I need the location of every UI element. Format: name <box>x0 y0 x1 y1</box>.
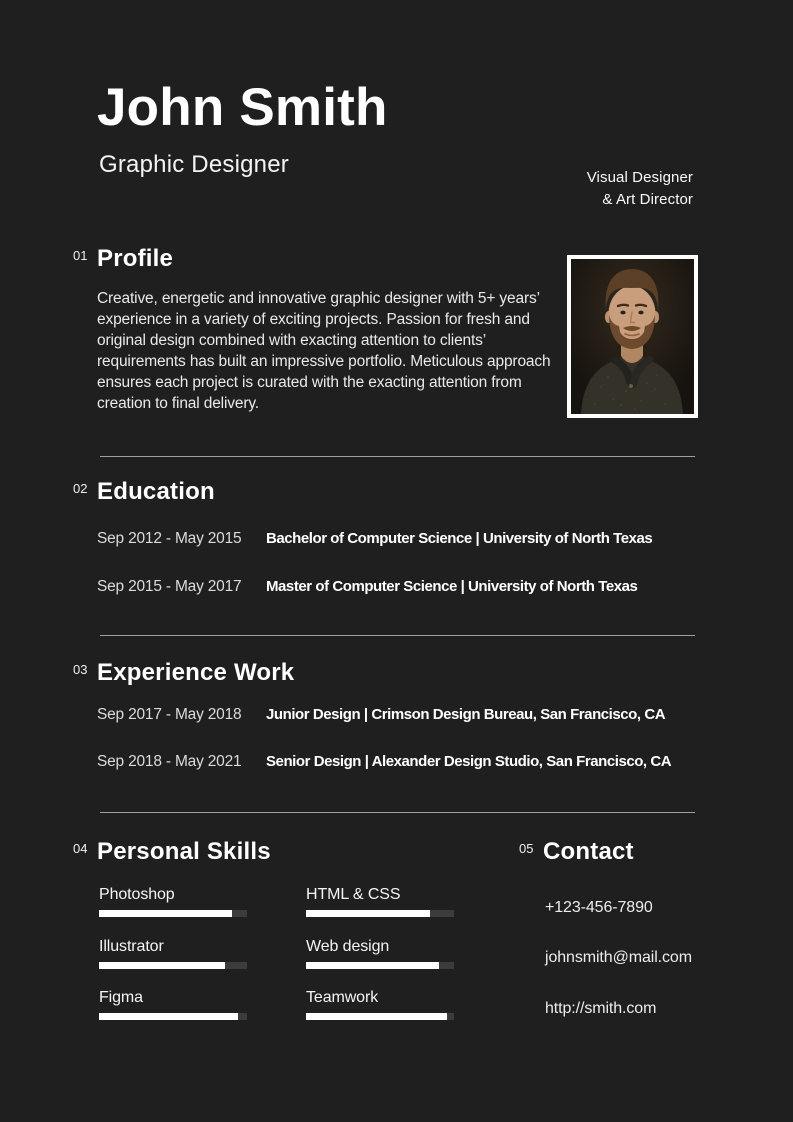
section-title-skills: Personal Skills <box>97 838 271 865</box>
section-number-skills: 04 <box>73 841 88 856</box>
experience-row <box>97 706 665 724</box>
skill-progress-bar <box>306 1013 454 1020</box>
job-title: Graphic Designer <box>99 151 289 178</box>
skill-label: Figma <box>99 989 143 1006</box>
education-row <box>97 578 637 596</box>
skill-progress-fill <box>99 962 225 969</box>
portrait-illustration <box>571 259 694 414</box>
education-degree: Master of Computer Science | University of North Texas <box>266 578 638 595</box>
skill-progress-bar <box>99 1013 247 1020</box>
section-heading-skills <box>73 839 271 865</box>
section-number-education: 02 <box>73 481 88 496</box>
skill-label: Photoshop <box>99 886 175 903</box>
skill-item-illustrator <box>99 938 247 969</box>
skill-item-teamwork <box>306 989 454 1020</box>
section-heading-contact <box>519 839 634 865</box>
section-heading-experience <box>73 660 294 686</box>
skill-progress-bar <box>306 910 454 917</box>
section-divider <box>100 456 695 457</box>
profile-summary-text: Creative, energetic and innovative graphic designer with 5+ years’ experience in a variety of exciting projects. Passion for fresh and original design combined with exacting attention to clients’ requirements has built an impressive portfolio. Meticulous approach ensures each project is curated with the exacting attention from creation to final delivery. <box>97 290 551 412</box>
experience-dates: Sep 2017 - May 2018 <box>97 706 242 723</box>
section-heading-education <box>73 479 215 505</box>
skill-progress-fill <box>99 910 232 917</box>
tagline-line-1: Visual Designer <box>586 169 693 186</box>
skill-progress-bar <box>99 962 247 969</box>
experience-position: Senior Design | Alexander Design Studio, San Francisco, CA <box>266 753 672 770</box>
contact-email[interactable]: johnsmith@mail.com <box>545 949 692 966</box>
section-number-profile: 01 <box>73 248 88 263</box>
section-title-education: Education <box>97 478 215 505</box>
page-title-name: John Smith <box>97 78 388 137</box>
education-degree: Bachelor of Computer Science | University of North Texas <box>266 530 653 547</box>
tagline-line-2: & Art Director <box>602 190 693 208</box>
section-heading-profile <box>73 246 173 272</box>
skill-progress-fill <box>99 1013 238 1020</box>
section-divider <box>100 635 695 636</box>
section-title-profile: Profile <box>97 245 174 272</box>
contact-website[interactable]: http://smith.com <box>545 1000 657 1017</box>
section-title-contact: Contact <box>543 838 634 865</box>
section-number-experience: 03 <box>73 662 88 677</box>
section-number-contact: 05 <box>519 841 534 856</box>
education-dates: Sep 2015 - May 2017 <box>97 578 242 595</box>
skill-progress-bar <box>306 962 454 969</box>
skill-progress-fill <box>306 910 430 917</box>
experience-position: Junior Design | Crimson Design Bureau, San Francisco, CA <box>266 706 666 723</box>
experience-row <box>97 753 671 771</box>
education-row <box>97 530 652 548</box>
skill-label: HTML & CSS <box>306 886 401 903</box>
experience-dates: Sep 2018 - May 2021 <box>97 753 242 770</box>
skill-item-photoshop <box>99 886 247 917</box>
skill-label: Web design <box>306 938 390 955</box>
contact-phone[interactable]: +123-456-7890 <box>545 899 653 916</box>
section-title-experience: Experience Work <box>97 659 295 686</box>
portrait-photo <box>567 255 698 418</box>
skill-progress-fill <box>306 962 439 969</box>
skill-progress-bar <box>99 910 247 917</box>
skill-label: Illustrator <box>99 938 164 955</box>
skill-item-figma <box>99 989 247 1020</box>
section-divider <box>100 812 695 813</box>
skill-item-web-design <box>306 938 454 969</box>
skill-label: Teamwork <box>306 989 379 1006</box>
tagline <box>587 167 693 210</box>
skill-item-html-css <box>306 886 454 917</box>
education-dates: Sep 2012 - May 2015 <box>97 530 242 547</box>
skill-progress-fill <box>306 1013 447 1020</box>
